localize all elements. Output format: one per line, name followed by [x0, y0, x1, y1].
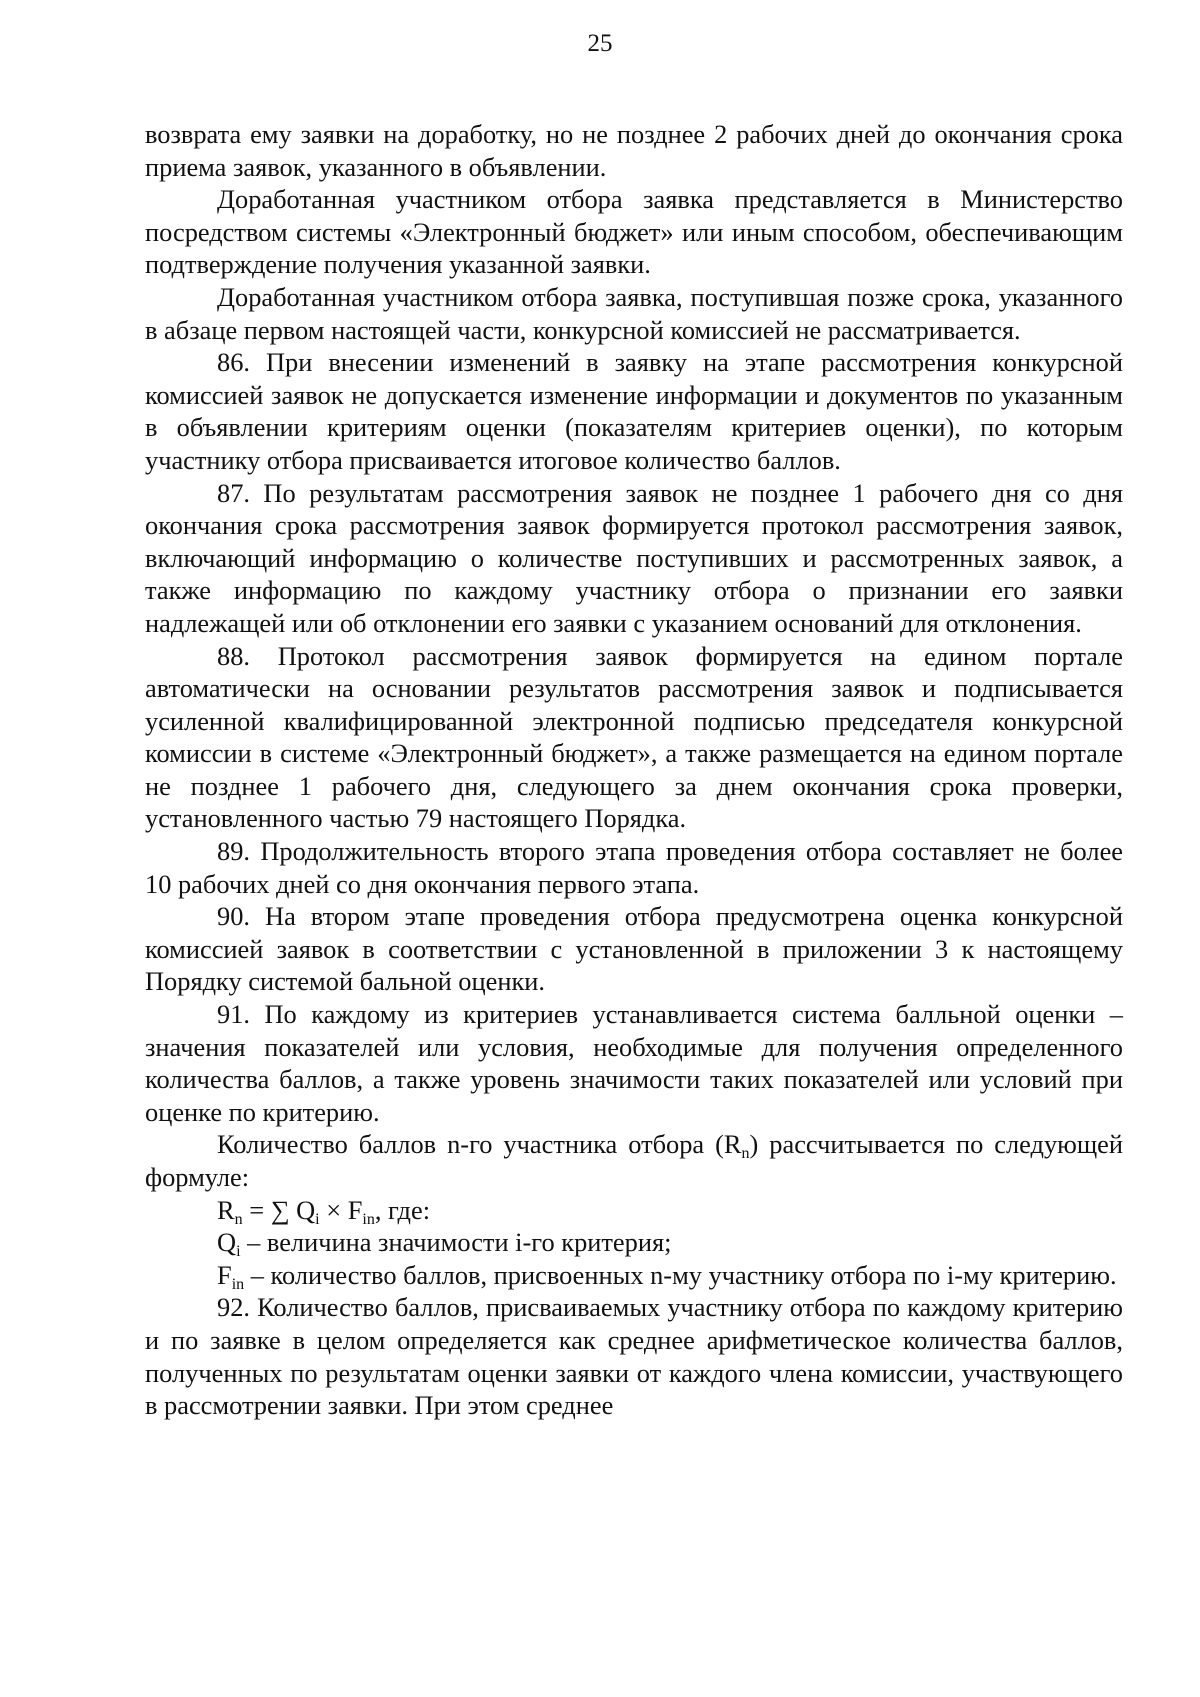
paragraph-continuation: возврата ему заявки на доработку, но не позднее 2 рабочих дней до окончания срока приема заявок, указанного в объявлении. — [145, 119, 1123, 182]
formula-r: R — [217, 1194, 235, 1225]
formula-q-subscript: i — [315, 1210, 320, 1228]
definition-f-subscript: in — [231, 1275, 245, 1293]
paragraph-90: 90. На втором этапе проведения отбора предусмотрена оценка конкурсной комиссией заявок в соответствии с установленной в приложении 3 к настоящему Порядку системой бальной оценки. — [145, 901, 1123, 997]
definition-q-text: – величина значимости i-го критерия; — [240, 1227, 672, 1258]
paragraph-87: 87. По результатам рассмотрения заявок не позднее 1 рабочего дня со дня окончания срока рассмотрения заявок формируется протокол рассмотрения заявок, включающий информацию о количестве поступивших и рассмотренных заявок, а также информацию по каждому участнику отбора о признании его заявки надлежащей или об отклонении его заявки с указанием оснований для отклонения. — [145, 477, 1123, 638]
paragraph-86: 86. При внесении изменений в заявку на этапе рассмотрения конкурсной комиссией заявок не допускается изменение информации и документов по указанным в объявлении критериям оценки (показателям критериев оценки), по которым участнику отбора присваивается итоговое количество баллов. — [145, 347, 1123, 475]
calc-subscript: n — [741, 1145, 750, 1163]
formula-times-f: × F — [319, 1194, 363, 1225]
definition-q-symbol: Q — [217, 1227, 237, 1258]
paragraph-score-calculation — [145, 1128, 1123, 1193]
definition-f-symbol: F — [217, 1259, 232, 1290]
definition-q-subscript: i — [236, 1243, 241, 1261]
paragraph-92: 92. Количество баллов, присваиваемых участнику отбора по каждому критерию и по заявке в целом определяется как среднее арифметическое количества баллов, полученных по результатам оценки заявки от каждого члена комиссии, участвующего в рассмотрении заявки. При этом среднее — [145, 1292, 1123, 1421]
formula-tail: , где: — [374, 1194, 431, 1225]
paragraph-late-application: Доработанная участником отбора заявка, поступившая позже срока, указанного в абзаце первом настоящей части, конкурсной комиссией не рассматривается. — [145, 281, 1123, 345]
definition-f-text: – количество баллов, присвоенных n-му участнику отбора по i-му критерию. — [244, 1259, 1117, 1290]
definition-f — [145, 1259, 1123, 1292]
paragraph-91: 91. По каждому из критериев устанавливается система балльной оценки – значения показателей или условия, необходимые для получения определенного количества баллов, а также уровень значимости таких показателей или условий при оценке по критерию. — [145, 999, 1123, 1127]
formula-sum-q: = ∑ Q — [242, 1194, 316, 1225]
formula-r-subscript: n — [234, 1210, 243, 1228]
paragraph-88: 88. Протокол рассмотрения заявок формируется на едином портале автоматически на основании результатов рассмотрения заявок и подписывается усиленной квалифицированной электронной подписью председателя конкурсной комиссии в системе «Электронный бюджет», а также размещается на едином портале не позднее 1 рабочего дня, следующего за днем окончания срока проверки, установленного частью 79 настоящего Порядка. — [145, 640, 1123, 834]
formula-f-subscript: in — [362, 1210, 375, 1228]
calc-text-before: Количество баллов n-го участника отбора (R — [217, 1129, 742, 1160]
paragraph-revised-application: Доработанная участником отбора заявка представляется в Министерство посредством системы «Электронный бюджет» или иным способом, обеспечивающим подтверждение получения указанной заявки. — [145, 184, 1123, 280]
definition-q — [145, 1226, 1123, 1259]
page-number: 25 — [587, 30, 613, 57]
score-formula — [145, 1194, 1123, 1227]
calc-text-after: ) рассчитывается по следующей формуле: — [145, 1129, 1124, 1192]
paragraph-89: 89. Продолжительность второго этапа проведения отбора составляет не более 10 рабочих дней со дня окончания первого этапа. — [145, 836, 1123, 899]
document-body — [145, 118, 1123, 1422]
